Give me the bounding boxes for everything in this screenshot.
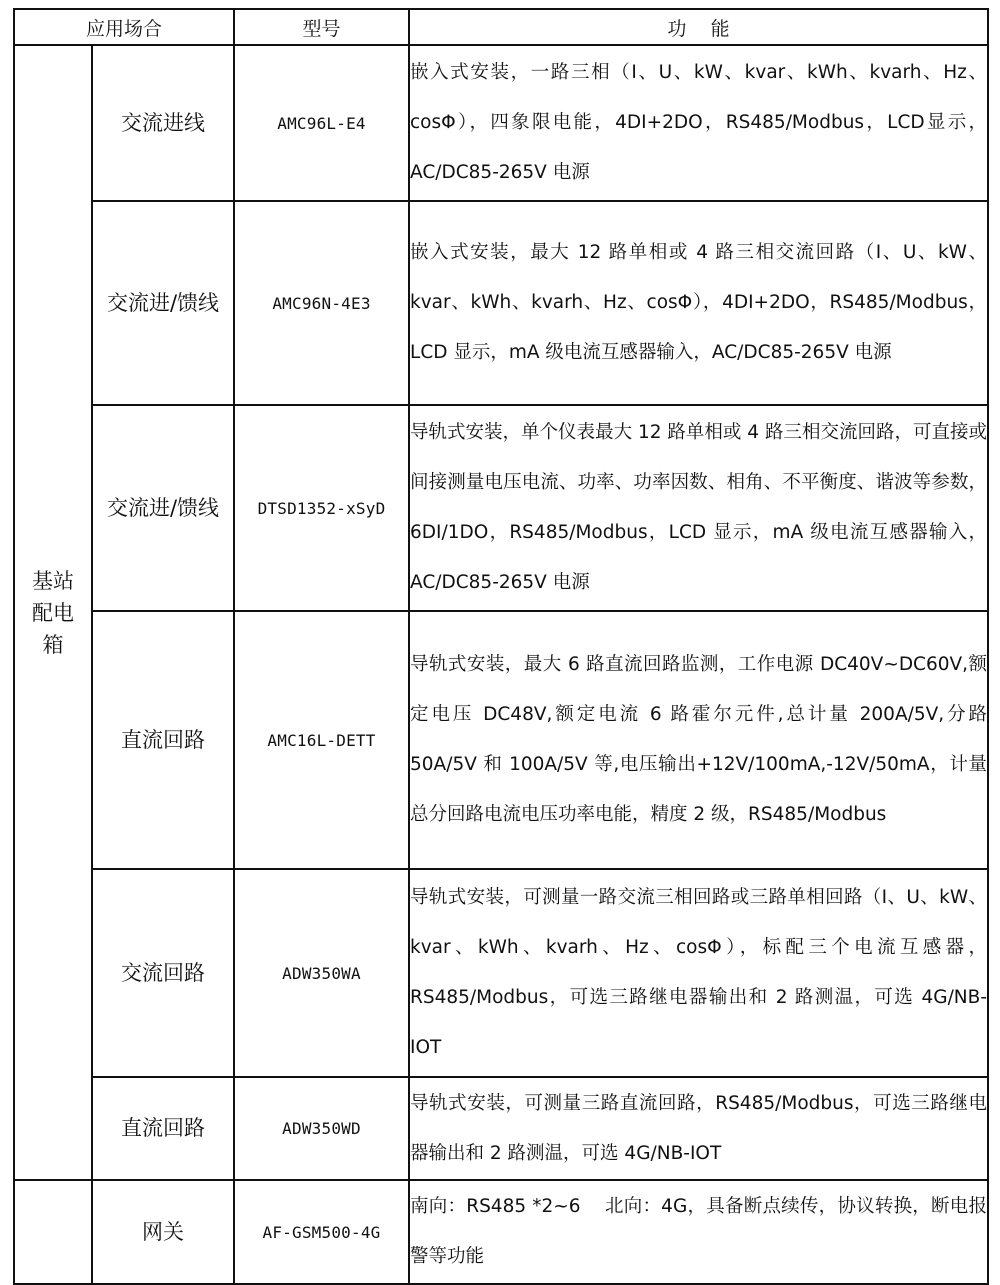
scene-cell: 交流进/馈线 <box>92 201 234 405</box>
function-cell: 导轨式安装，单个仪表最大 12 路单相或 4 路三相交流回路，可直接或间接测量电压电流、功率、功率因数、相角、不平衡度、谐波等参数，6DI/1DO，RS485/Modbus，LCD 显示，mA 级电流互感器输入，AC/DC85-265V 电源 <box>409 405 988 611</box>
model-cell: AMC96N-4E3 <box>234 201 409 405</box>
category-label-line3: 箱 <box>42 632 64 657</box>
function-cell: 嵌入式安装，最大 12 路单相或 4 路三相交流回路（I、U、kW、kvar、kWh、kvarh、Hz、cosΦ），4DI+2DO，RS485/Modbus，LCD 显示，mA 级电流互感器输入，AC/DC85-265V 电源 <box>409 201 988 405</box>
scene-cell: 交流进/馈线 <box>92 405 234 611</box>
category-label-line1: 基站 <box>32 568 74 593</box>
scene-cell: 交流回路 <box>92 869 234 1077</box>
table-row <box>14 201 988 405</box>
scene-cell: 直流回路 <box>92 611 234 869</box>
category-cell-empty <box>14 1180 92 1284</box>
function-cell: 导轨式安装，可测量三路直流回路，RS485/Modbus，可选三路继电器输出和 2 路测温，可选 4G/NB-IOT <box>409 1077 988 1180</box>
model-cell: DTSD1352-xSyD <box>234 405 409 611</box>
model-cell: ADW350WD <box>234 1077 409 1180</box>
model-cell: ADW350WA <box>234 869 409 1077</box>
product-selection-table <box>13 8 989 1285</box>
table-row <box>14 1077 988 1180</box>
model-cell: AF-GSM500-4G <box>234 1180 409 1284</box>
scene-cell: 网关 <box>92 1180 234 1284</box>
category-cell <box>14 45 92 1180</box>
header-function: 功 能 <box>409 9 988 45</box>
function-cell: 导轨式安装，可测量一路交流三相回路或三路单相回路（I、U、kW、kvar、kWh、kvarh、Hz、cosΦ），标配三个电流互感器，RS485/Modbus，可选三路继电器输出和 2 路测温，可选 4G/NB-IOT <box>409 869 988 1077</box>
table-row <box>14 611 988 869</box>
category-label-line2: 配电 <box>32 600 74 625</box>
header-application: 应用场合 <box>14 9 234 45</box>
table-header-row <box>14 9 988 45</box>
model-cell: AMC16L-DETT <box>234 611 409 869</box>
scene-cell: 直流回路 <box>92 1077 234 1180</box>
function-cell: 南向：RS485 *2~6 北向：4G，具备断点续传，协议转换，断电报警等功能 <box>409 1180 988 1284</box>
scene-cell: 交流进线 <box>92 45 234 201</box>
table-row <box>14 869 988 1077</box>
table-row <box>14 1180 988 1284</box>
function-cell: 嵌入式安装，一路三相（I、U、kW、kvar、kWh、kvarh、Hz、cosΦ），四象限电能，4DI+2DO，RS485/Modbus，LCD显示，AC/DC85-265V 电源 <box>409 45 988 201</box>
header-model: 型号 <box>234 9 409 45</box>
function-cell: 导轨式安装，最大 6 路直流回路监测，工作电源 DC40V~DC60V,额定电压 DC48V,额定电流 6 路霍尔元件,总计量 200A/5V,分路 50A/5V 和 100A/5V 等,电压输出+12V/100mA,-12V/50mA，计量总分回路电流电压功率电能，精度 2 级，RS485/Modbus <box>409 611 988 869</box>
table-row <box>14 45 988 201</box>
model-cell: AMC96L-E4 <box>234 45 409 201</box>
table-row <box>14 405 988 611</box>
